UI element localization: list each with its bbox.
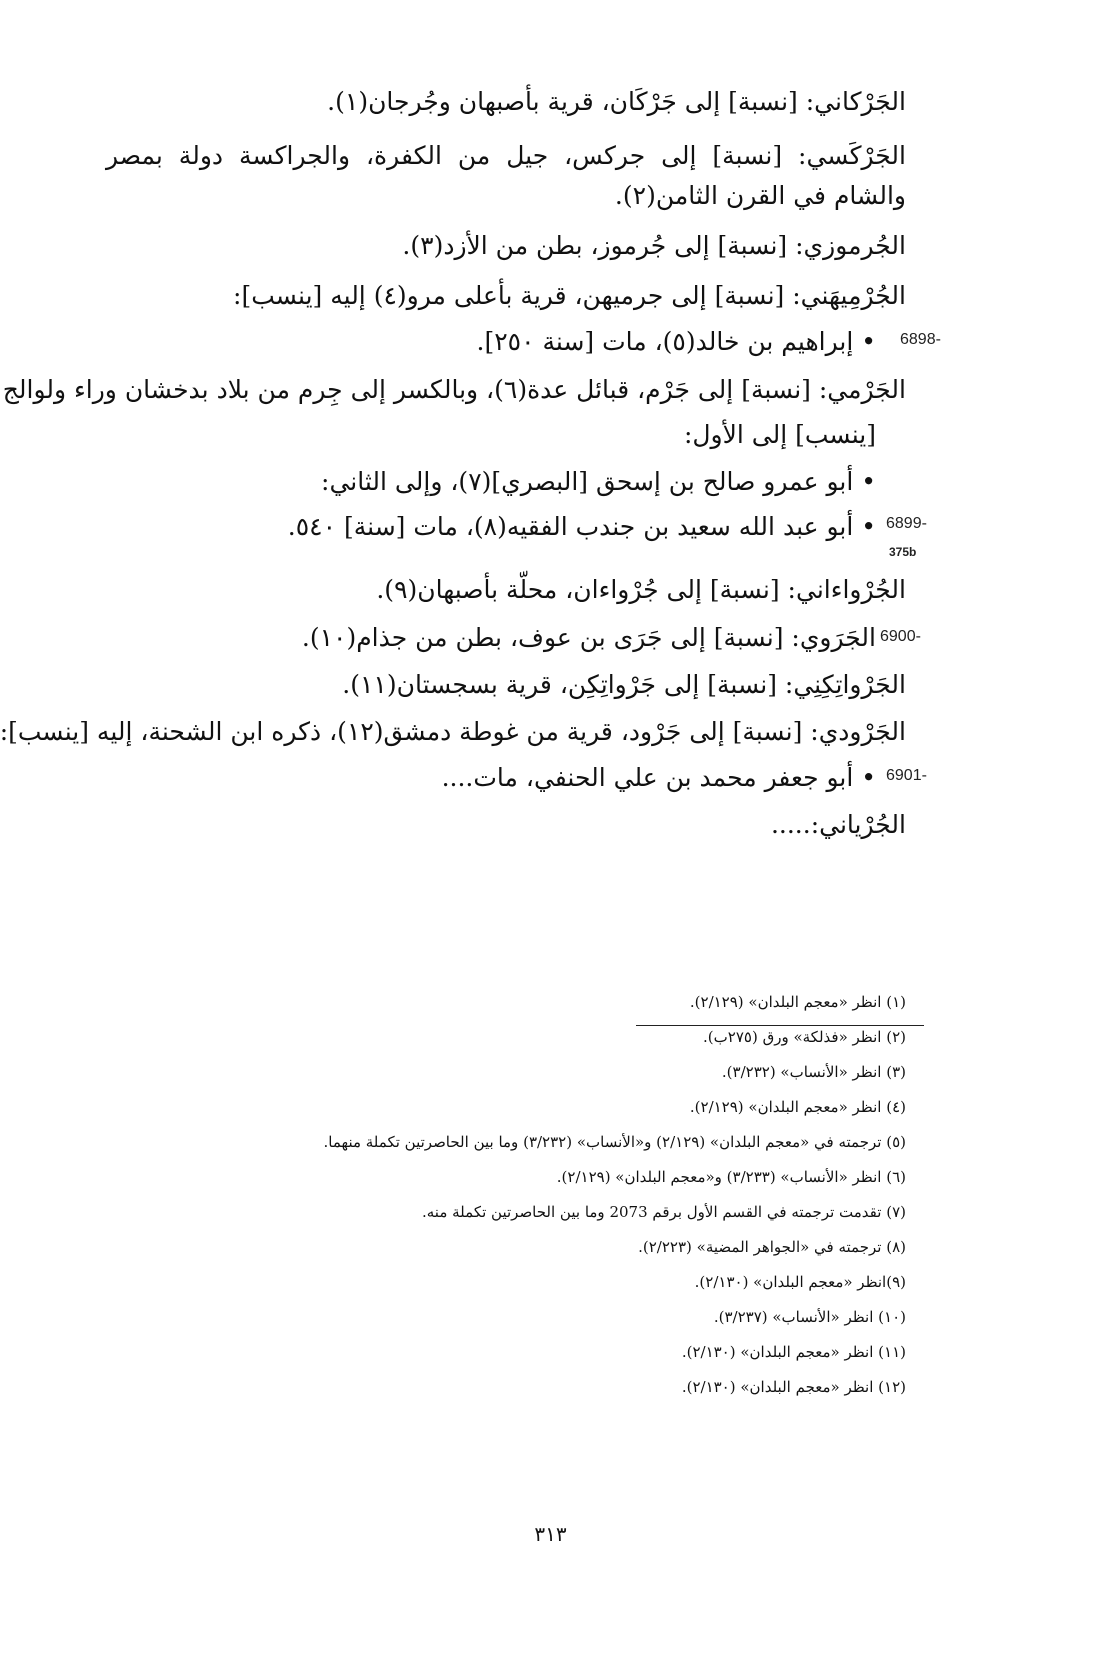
subentry-ibrahim-ibn-khalid: • إبراهيم بن خالد(٥)، مات [سنة ٢٥٠]. bbox=[476, 327, 876, 356]
footnote-1: (١) انظر «معجم البلدان» (٢/١٢٩). bbox=[689, 993, 906, 1011]
entry-jurmuzi: الجُرموزي: [نسبة] إلى جُرموز، بطن من الأزد(٣). bbox=[402, 231, 906, 260]
footnote-11: (١١) انظر «معجم البلدان» (٢/١٣٠). bbox=[681, 1343, 906, 1361]
subentry-abu-jafar-muhammad: • أبو جعفر محمد بن علي الحنفي، مات.... bbox=[441, 763, 876, 792]
entry-jarudi: الجَرْودي: [نسبة] إلى جَرْود، قرية من غوطة دمشق(١٢)، ذكره ابن الشحنة، إليه [ينسب]: bbox=[0, 717, 906, 746]
entry-number-6899: 6899- bbox=[886, 515, 927, 532]
entry-jarkasi: الجَرْكَسي: [نسبة] إلى جركس، جيل من الكفرة، والجراكسة دولة بمصر والشام في القرن الثامن(٢). bbox=[106, 141, 906, 210]
footnote-12: (١٢) انظر «معجم البلدان» (٢/١٣٠). bbox=[681, 1378, 906, 1396]
subentry-abu-abdallah-said: • أبو عبد الله سعيد بن جندب الفقيه(٨)، مات [سنة] ٥٤٠. bbox=[287, 512, 876, 541]
footnote-7: (٧) تقدمت ترجمته في القسم الأول برقم 2073 وما بين الحاصرتين تكملة منه. bbox=[422, 1203, 906, 1221]
footnote-10: (١٠) انظر «الأنساب» (٣/٢٣٧). bbox=[713, 1308, 906, 1326]
subentry-abu-amr-salih: • أبو عمرو صالح بن إسحق [البصري](٧)، وإلى الثاني: bbox=[321, 467, 876, 496]
footnote-6: (٦) انظر «الأنساب» (٣/٢٣٣) و«معجم البلدان» (٢/١٢٩). bbox=[556, 1168, 906, 1186]
footnote-3: (٣) انظر «الأنساب» (٣/٢٣٢). bbox=[721, 1063, 906, 1081]
entry-jarkani: الجَرْكاني: [نسبة] إلى جَرْكَان، قرية بأصبهان وجُرجان(١). bbox=[327, 87, 906, 116]
footnote-9: (٩)انظر «معجم البلدان» (٢/١٣٠). bbox=[694, 1273, 906, 1291]
footnote-4: (٤) انظر «معجم البلدان» (٢/١٢٩). bbox=[689, 1098, 906, 1116]
footnote-separator bbox=[636, 1025, 924, 1026]
entry-jarwatikini: الجَرْواتِكِنِي: [نسبة] إلى جَرْواتِكِن، قرية بسجستان(١١). bbox=[342, 670, 906, 699]
entry-juryani: الجُرْياني:..... bbox=[770, 810, 906, 839]
entry-jarmi: الجَرْمي: [نسبة] إلى جَرْم، قبائل عدة(٦)، وبالكسر إلى جِرم من بلاد بدخشان وراء ولوالج bbox=[2, 375, 906, 404]
footnote-5: (٥) ترجمته في «معجم البلدان» (٢/١٢٩) و«الأنساب» (٣/٢٣٢) وما بين الحاصرتين تكملة منهما. bbox=[323, 1133, 906, 1151]
entry-number-6901: 6901- bbox=[886, 767, 927, 784]
entry-number-6900: 6900- bbox=[880, 628, 921, 645]
footnote-8: (٨) ترجمته في «الجواهر المضية» (٢/٢٢٣). bbox=[638, 1238, 906, 1256]
footnote-2: (٢) انظر «فذلكة» ورق (٢٧٥ب). bbox=[703, 1028, 906, 1046]
entry-jurmihani: الجُرْمِيهَني: [نسبة] إلى جرميهن، قرية بأعلى مرو(٤) إليه [ينسب]: bbox=[233, 281, 906, 310]
margin-folio-note: 375b bbox=[889, 545, 917, 559]
entry-jurwaani: الجُرْواءاني: [نسبة] إلى جُرْواءان، محلّة بأصبهان(٩). bbox=[376, 575, 906, 604]
entry-number-6898: 6898- bbox=[900, 331, 941, 348]
page-number: ٣١٣ bbox=[534, 1522, 567, 1546]
entry-jarmi-continued: [ينسب] إلى الأول: bbox=[683, 420, 876, 449]
entry-jarawi: الجَرَوي: [نسبة] إلى جَرَى بن عوف، بطن من جذام(١٠). bbox=[301, 623, 876, 652]
